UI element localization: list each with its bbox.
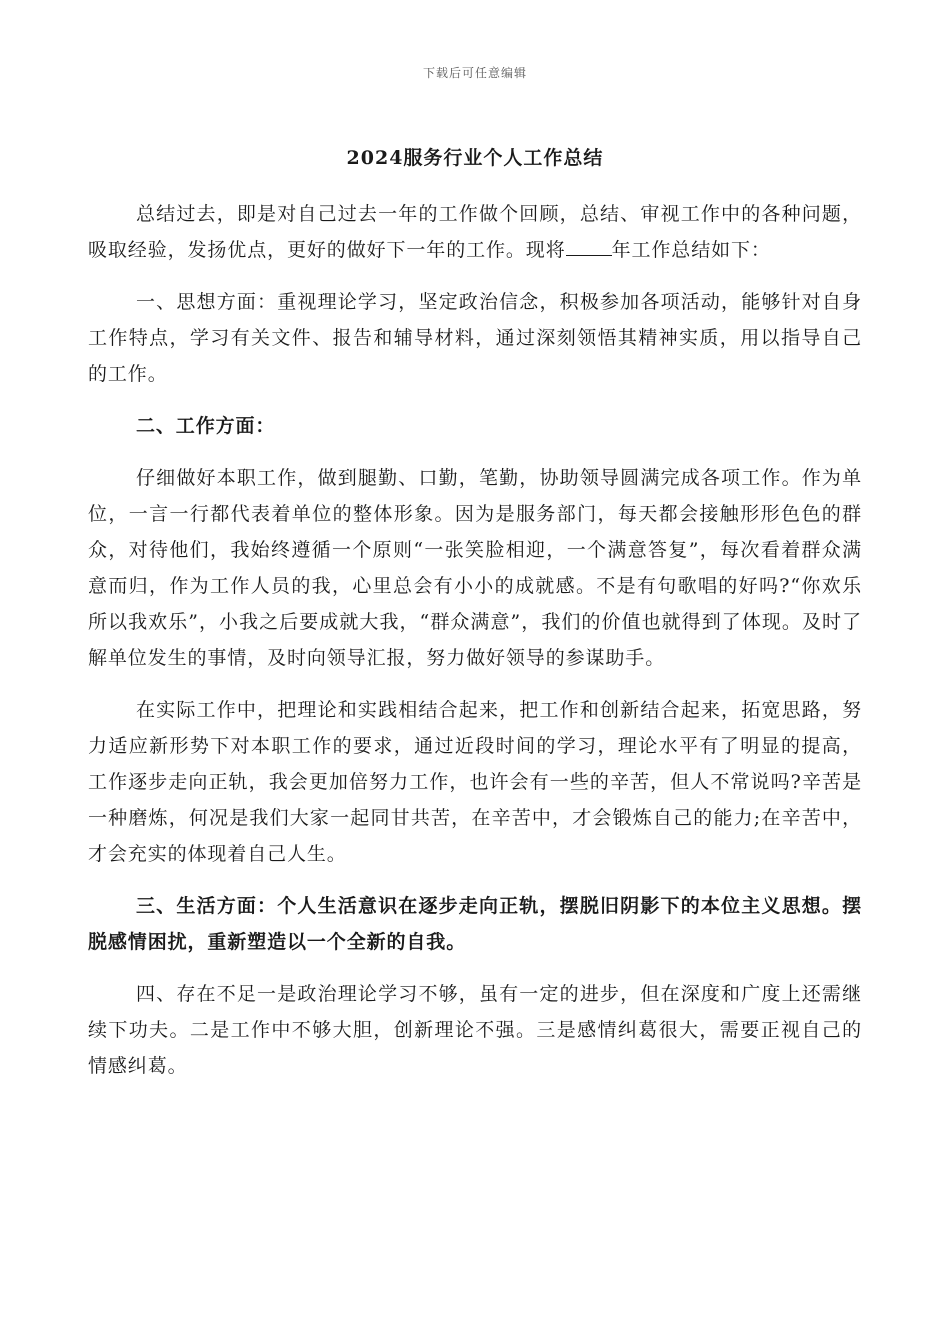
header-note: 下载后可任意编辑 [422,66,527,80]
section-work-paragraph-2: 在实际工作中，把理论和实践相结合起来，把工作和创新结合起来，拓宽思路，努力适应新形势下对本职工作的要求，通过近段时间的学习，理论水平有了明显的提高，工作逐步走向正轨，我会更加倍努力工作，也许会有一些的辛苦，但人不常说吗?辛苦是一种磨炼，何况是我们大家一起同甘共苦，在辛苦中，才会锻炼自己的能力;在辛苦中，才会充实的体现着自己人生。 [88,699,862,865]
section-work-heading: 二、工作方面： [136,415,276,437]
intro-paragraph [88,196,862,268]
document-title: 2024服务行业个人工作总结 [346,147,604,169]
section-thought-paragraph: 一、思想方面：重视理论学习，坚定政治信念，积极参加各项活动，能够针对自身工作特点，学习有关文件、报告和辅导材料，通过深刻领悟其精神实质，用以指导自己的工作。 [88,291,862,385]
section-life-paragraph: 三、生活方面：个人生活意识在逐步走向正轨，摆脱旧阴影下的本位主义思想。摆脱感情困扰，重新塑造以一个全新的自我。 [88,895,862,953]
year-blank [566,255,612,256]
section-shortcomings-paragraph: 四、存在不足一是政治理论学习不够，虽有一定的进步，但在深度和广度上还需继续下功夫。二是工作中不够大胆，创新理论不强。三是感情纠葛很大，需要正视自己的情感纠葛。 [88,983,862,1077]
section-work-paragraph-1: 仔细做好本职工作，做到腿勤、口勤，笔勤，协助领导圆满完成各项工作。作为单位，一言一行都代表着单位的整体形象。因为是服务部门，每天都会接触形形色色的群众，对待他们，我始终遵循一个原则“一张笑脸相迎，一个满意答复”，每次看着群众满意而归，作为工作人员的我，心里总会有小小的成就感。不是有句歌唱的好吗?“你欢乐所以我欢乐”，小我之后要成就大我，“群众满意”，我们的价值也就得到了体现。及时了解单位发生的事情，及时向领导汇报，努力做好领导的参谋助手。 [88,467,862,669]
intro-text-before-blank: 总结过去，即是对自己过去一年的工作做个回顾，总结、审视工作中的各种问题，吸取经验，发扬优点，更好的做好下一年的工作。现将 [88,203,862,261]
document-body [88,196,862,1100]
intro-text-after-blank: 年工作总结如下： [611,239,771,261]
